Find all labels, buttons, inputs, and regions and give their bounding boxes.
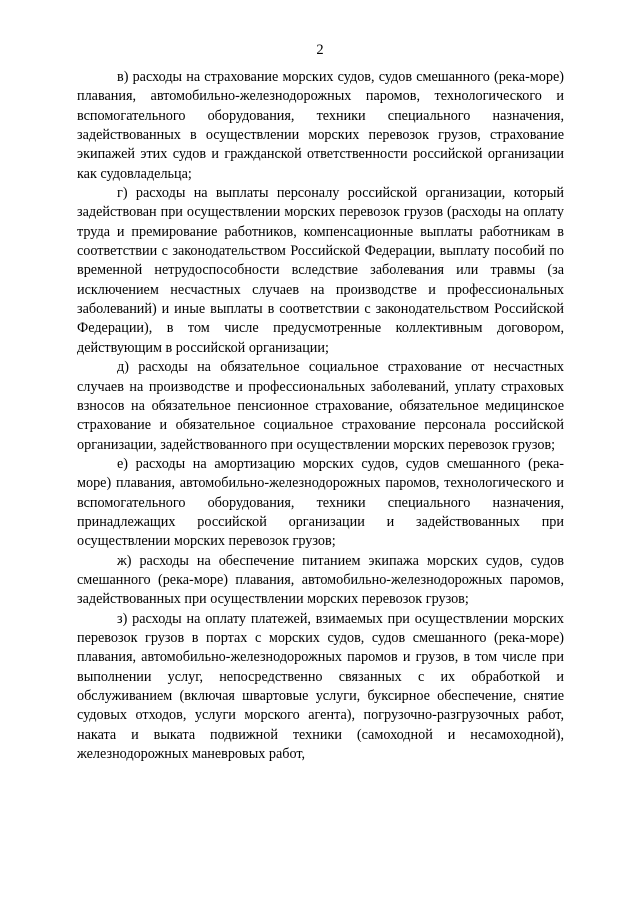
paragraph-g-personnel-payments: г) расходы на выплаты персоналу российской организации, который задействован при осуществлении морских перевозок грузов (расходы на оплату труда и премирование работников, компенсационные выплаты работникам в соответствии с законодательством Российской Федерации, выплату пособий по временной нетрудоспособности вследствие заболевания или травмы (за исключением несчастных случаев на производстве и профессиональных заболеваний) и иные выплаты в соответствии с законодательством Российской Федерации), в том числе предусмотренные коллективным договором, действующим в российской организации; [77, 185, 564, 356]
paragraph-d-social-insurance: д) расходы на обязательное социальное страхование от несчастных случаев на производстве и профессиональных заболеваний, уплату страховых взносов на обязательное пенсионное страхование, обязательное медицинское страхование и обязательное социальное страхование персонала российской организации, задействованного при осуществлении морских перевозок грузов; [77, 359, 564, 453]
paragraph-z-port-payments: з) расходы на оплату платежей, взимаемых при осуществлении морских перевозок грузов в портах с морских судов, судов смешанного (река-море) плавания, автомобильно-железнодорожных паромов и грузов, в том числе при выполнении услуг, непосредственно связанных с их обработкой и обслуживанием (включая швартовые услуги, буксирное обеспечение, снятие судовых отходов, услуги морского агента), погрузочно-разгрузочных работ, наката и выката подвижной техники (самоходной и несамоходной), железнодорожных маневровых работ, [77, 610, 564, 763]
document-body [77, 68, 564, 764]
paragraph-zh-crew-food: ж) расходы на обеспечение питанием экипажа морских судов, судов смешанного (река-море) плавания, автомобильно-железнодорожных паромов, задействованных при осуществлении морских перевозок грузов; [77, 552, 564, 608]
page-number: 2 [316, 42, 324, 58]
paragraph-v-insurance-costs: в) расходы на страхование морских судов, судов смешанного (река-море) плавания, автомобильно-железнодорожных паромов, технологического и вспомогательного оборудования, техники специального назначения, задействованных в осуществлении морских перевозок грузов, страхование экипажей этих судов и гражданской ответственности российской организации как судовладельца; [77, 69, 564, 182]
paragraph-e-depreciation: е) расходы на амортизацию морских судов, судов смешанного (река-море) плавания, автомобильно-железнодорожных паромов, технологического и вспомогательного оборудования, техники специального назначения, принадлежащих российской организации и задействованных при осуществлении морских перевозок грузов; [77, 455, 564, 550]
